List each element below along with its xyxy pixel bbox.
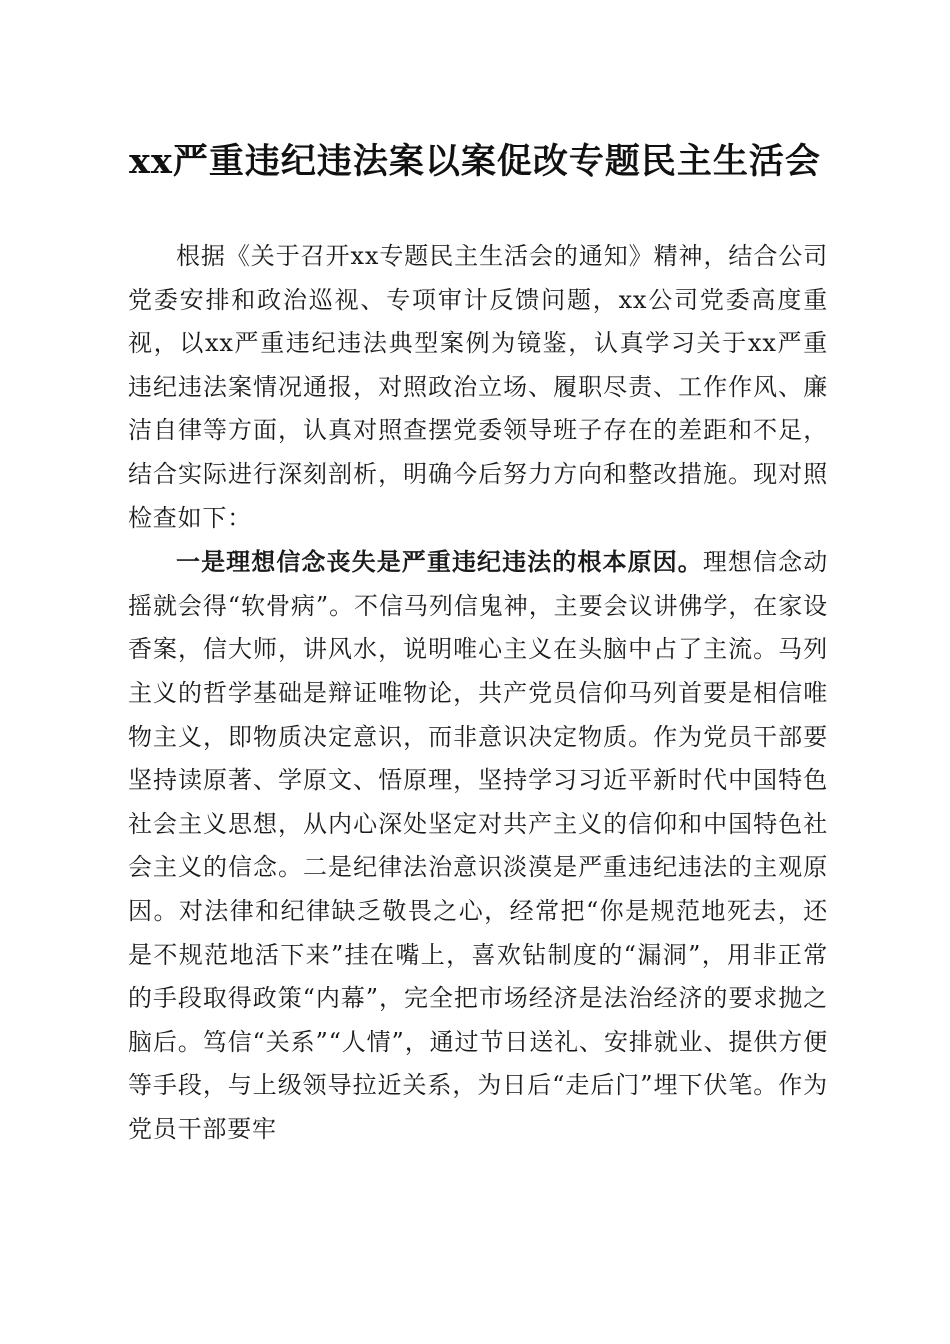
document-title: xx严重违纪违法案以案促改专题民主生活会 (129, 141, 821, 182)
paragraph-analysis-text: 理想信念动摇就会得“软骨病”。不信马列信鬼神，主要会议讲佛学，在家设香案，信大师，讲风水，说明唯心主义在头脑中占了主流。马列主义的哲学基础是辩证唯物论，共产党员信仰马列首要是相信唯物主义，即物质决定意识，而非意识决定物质。作为党员干部要坚持读原著、学原文、悟原理，坚持学习习近平新时代中国特色社会主义思想，从内心深处坚定对共产主义的信仰和中国特色社会主义的信念。二是纪律法治意识淡漠是严重违纪违法的主观原因。对法律和纪律缺乏敬畏之心，经常把“你是规范地死去，还是不规范地活下来”挂在嘴上，喜欢钻制度的“漏洞”，用非正常的手段取得政策“内幕”，完全把市场经济是法治经济的要求抛之脑后。笃信“关系”“人情”，通过节日送礼、安排就业、提供方便等手段，与上级领导拉近关系，为日后“走后门”埋下伏笔。作为党员干部要牢 (128, 548, 828, 1143)
paragraph-lead-sentence: 一是理想信念丧失是严重违纪违法的根本原因。 (176, 547, 703, 577)
paragraph-analysis (128, 540, 828, 1151)
paragraph-intro: 根据《关于召开xx专题民主生活会的通知》精神，结合公司党委安排和政治巡视、专项审计反馈问题，xx公司党委高度重视，以xx严重违纪违法典型案例为镜鉴，认真学习关于xx严重违纪违法案情况通报，对照政治立场、履职尽责、工作作风、廉洁自律等方面，认真对照查摆党委领导班子存在的差距和不足，结合实际进行深刻剖析，明确今后努力方向和整改措施。现对照检查如下： (128, 242, 828, 532)
document-body (128, 235, 828, 1151)
